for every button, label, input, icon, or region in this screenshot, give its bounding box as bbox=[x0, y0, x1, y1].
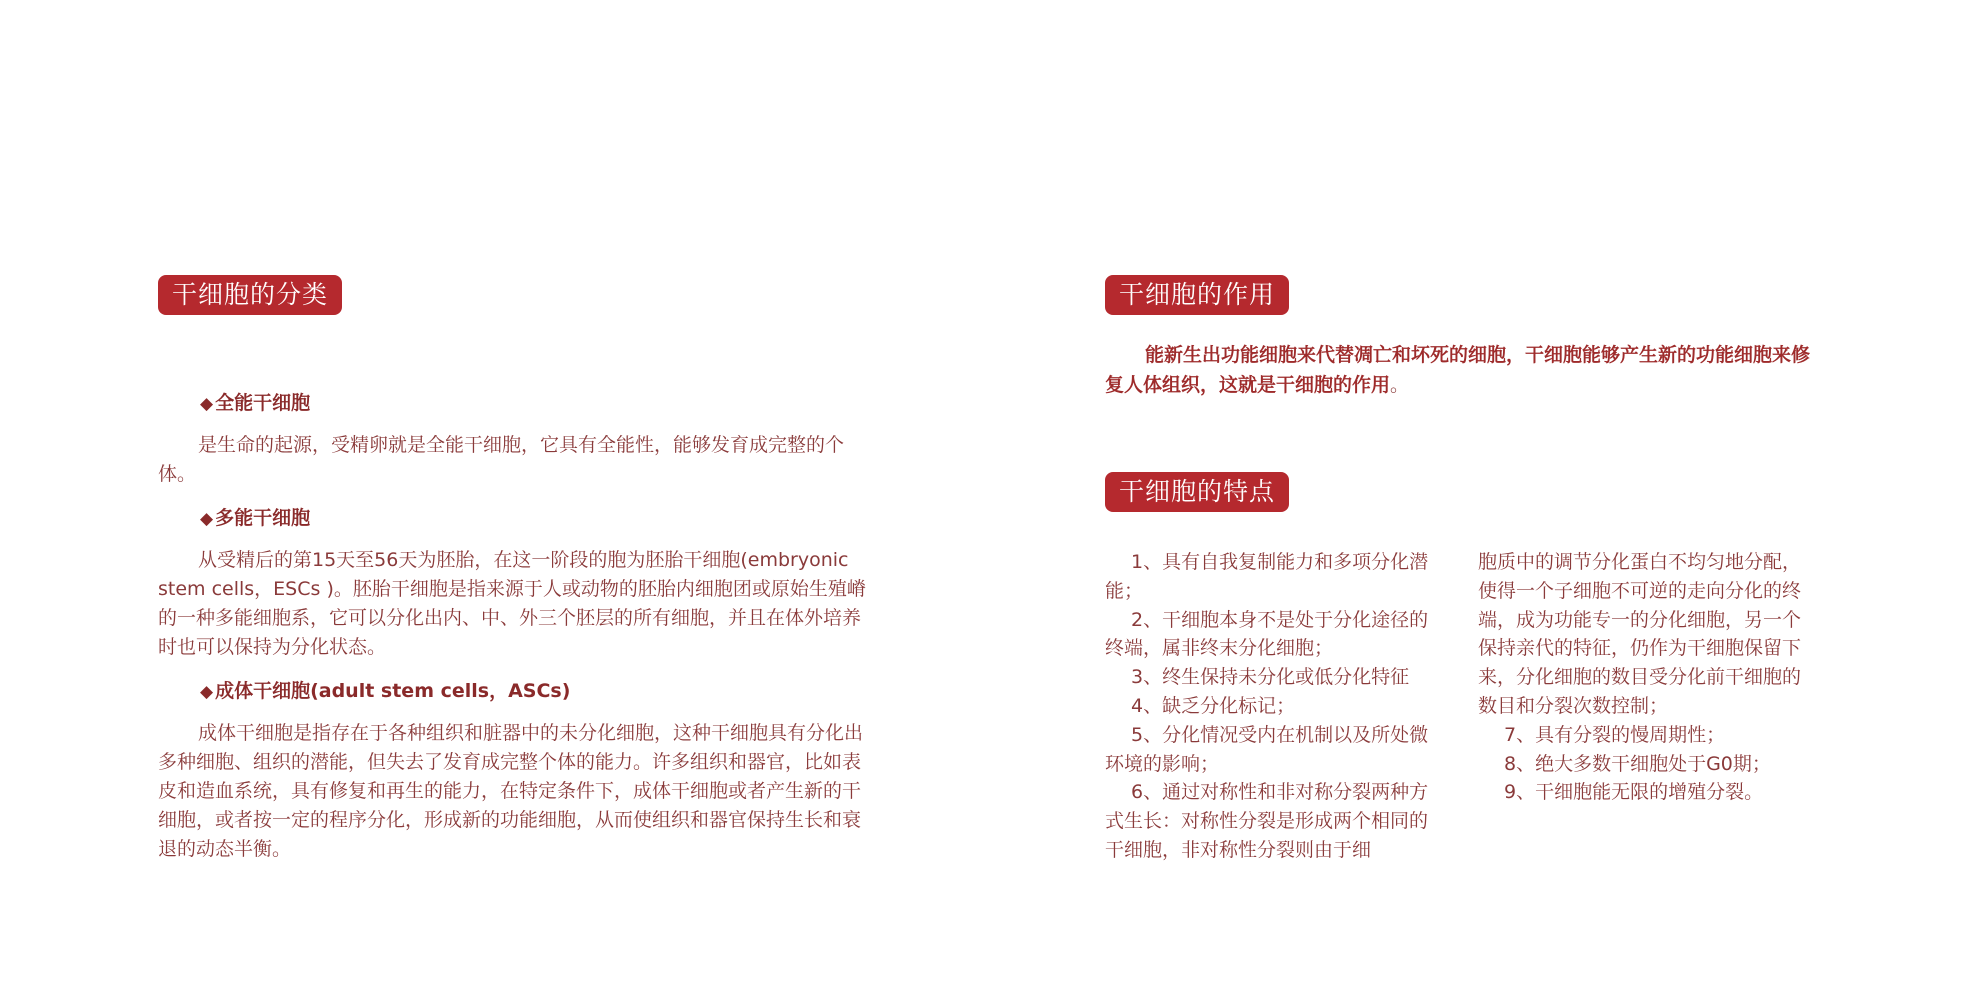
diamond-icon: ◆ bbox=[200, 394, 214, 414]
feature-item: 4、缺乏分化标记； bbox=[1131, 694, 1296, 717]
section-heading-totipotent: ◆ 全能干细胞 bbox=[200, 392, 311, 414]
function-text-main: 能新生出功能细胞来代替凋亡和坏死的细胞，干细胞能够产生新的功能细胞来修复人体组织，这就是干细胞的作用 bbox=[1105, 344, 1811, 396]
classification-badge: 干细胞的分类 bbox=[158, 275, 342, 315]
feature-item: 6、通过对称性和非对称分裂两种方式生长：对称性分裂是形成两个相同的干细胞，非对称性分裂则由于细 bbox=[1105, 781, 1429, 861]
feature-item: 5、分化情况受内在机制以及所处微环境的影响； bbox=[1105, 723, 1429, 775]
adult-text: 成体干细胞是指存在于各种组织和脏器中的未分化细胞，这种干细胞具有分化出多种细胞、组织的潜能，但失去了发育成完整个体的能力。许多组织和器官，比如表皮和造血系统，具有修复和再生的能力，在特定条件下，成体干细胞或者产生新的干细胞，或者按一定的程序分化，形成新的功能细胞，从而使组织和器官保持生长和衰退的动态半衡。 bbox=[158, 722, 864, 860]
section-heading-adult: ◆ 成体干细胞(adult stem cells，ASCs) bbox=[200, 680, 571, 702]
function-badge: 干细胞的作用 bbox=[1105, 275, 1289, 315]
section-heading-pluripotent: ◆ 多能干细胞 bbox=[200, 507, 311, 529]
diamond-icon: ◆ bbox=[200, 509, 214, 529]
feature-item: 1、具有自我复制能力和多项分化潜能； bbox=[1105, 551, 1429, 602]
pluripotent-text: 从受精后的第15天至56天为胚胎，在这一阶段的胞为胚胎干细胞(embryonic stem cells，ESCs )。胚胎干细胞是指来源于人或动物的胚胎内细胞团或原始生殖嵴的一种多能细胞系，它可以分化出内、中、外三个胚层的所有细胞，并且在体外培养时也可以保持为分化状态。 bbox=[158, 549, 866, 658]
function-text bbox=[1105, 340, 1819, 400]
diamond-icon: ◆ bbox=[200, 682, 214, 702]
features-column-1 bbox=[1105, 548, 1443, 865]
totipotent-text: 是生命的起源，受精卵就是全能干细胞，它具有全能性，能够发育成完整的个体。 bbox=[158, 434, 845, 485]
feature-item: 8、绝大多数干细胞处于G0期； bbox=[1504, 752, 1771, 775]
feature-item: 7、具有分裂的慢周期性； bbox=[1504, 723, 1726, 746]
function-text-end: 。 bbox=[1390, 374, 1410, 396]
feature-continuation: 胞质中的调节分化蛋白不均匀地分配，使得一个子细胞不可逆的走向分化的终端，成为功能专一的分化细胞，另一个保持亲代的特征，仍作为干细胞保留下来，分化细胞的数目受分化前干细胞的数目和分裂次数控制； bbox=[1478, 551, 1802, 717]
feature-item: 9、干细胞能无限的增殖分裂。 bbox=[1504, 781, 1764, 804]
feature-item: 2、干细胞本身不是处于分化途径的终端，属非终末分化细胞； bbox=[1105, 608, 1429, 660]
feature-item: 3、终生保持未分化或低分化特征 bbox=[1131, 666, 1410, 689]
features-badge: 干细胞的特点 bbox=[1105, 472, 1289, 512]
features-column-2 bbox=[1478, 548, 1818, 807]
